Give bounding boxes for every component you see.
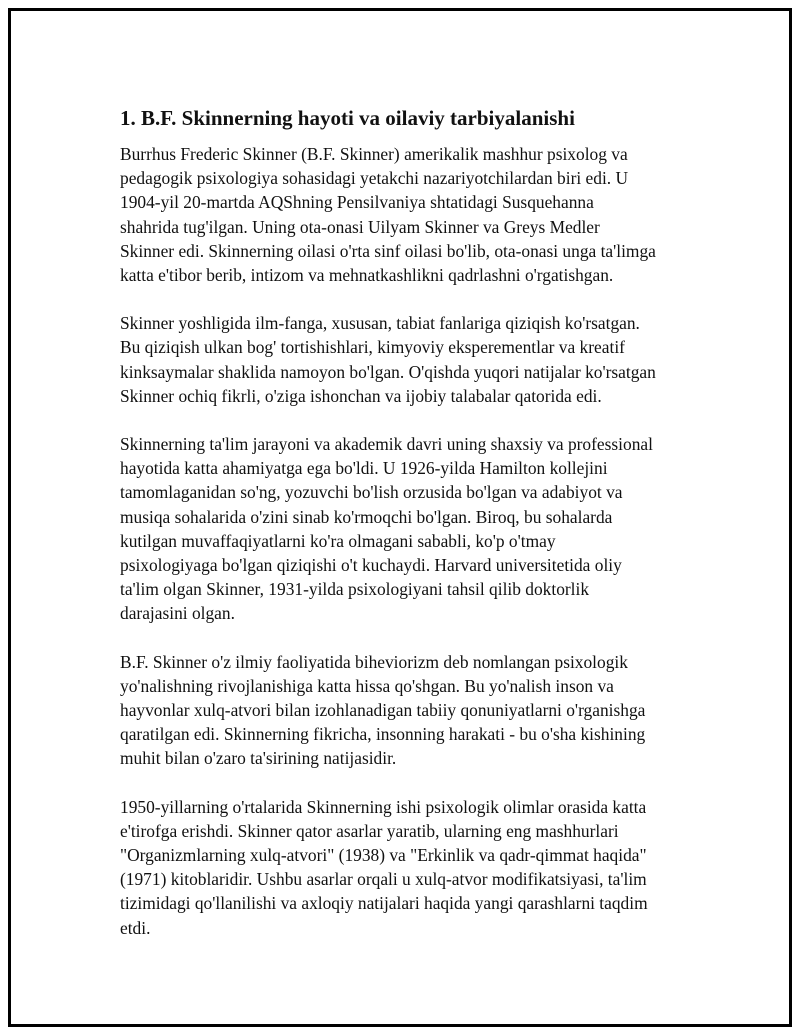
- text-line: "Organizmlarning xulq-atvori" (1938) va "Erkinlik va qadr-qimmat haqida": [120, 845, 647, 866]
- text-line: Skinner ochiq fikrli, o'ziga ishonchan va ijobiy talabalar qatorida edi.: [120, 385, 602, 406]
- text-line: qaratilgan edi. Skinnerning fikricha, insonning harakati - bu o'sha kishining: [120, 724, 646, 745]
- text-line: tamomlaganidan so'ng, yozuvchi bo'lish orzusida bo'lgan va adabiyot va: [120, 482, 623, 503]
- text-line: Bu qiziqish ulkan bog' tortishishlari, kimyoviy eksperementlar va kreatif: [120, 337, 625, 358]
- text-line: musiqa sohalarida o'zini sinab ko'rmoqchi bo'lgan. Biroq, bu sohalarda: [120, 506, 613, 527]
- text-line: etdi.: [120, 917, 151, 938]
- page-title: 1. B.F. Skinnerning hayoti va oilaviy tarbiyalanishi: [120, 106, 575, 130]
- page-frame: [8, 8, 792, 1027]
- text-line: Skinnerning ta'lim jarayoni va akademik davri uning shaxsiy va professional: [120, 434, 653, 455]
- paragraph-5: [120, 795, 705, 940]
- text-line: psixologiyaga bo'lgan qiziqishi o't kuchaydi. Harvard universitetida oliy: [120, 555, 622, 576]
- text-line: pedagogik psixologiya sohasidagi yetakchi nazariyotchilardan biri edi. U: [120, 168, 629, 189]
- paragraph-4: [120, 650, 705, 771]
- paragraph-1: [120, 142, 705, 287]
- text-line: (1971) kitoblaridir. Ushbu asarlar orqali u xulq-atvor modifikatsiyasi, ta'lim: [120, 869, 647, 890]
- text-line: 1904-yil 20-martda AQShning Pensilvaniya shtatidagi Susquehanna: [120, 192, 594, 213]
- text-line: darajasini olgan.: [120, 603, 235, 624]
- text-line: yo'nalishning rivojlanishiga katta hissa qo'shgan. Bu yo'nalish inson va: [120, 675, 614, 696]
- text-line: Burrhus Frederic Skinner (B.F. Skinner) amerikalik mashhur psixolog va: [120, 144, 628, 164]
- text-line: 1950-yillarning o'rtalarida Skinnerning ishi psixologik olimlar orasida katta: [120, 796, 647, 817]
- text-line: hayotida katta ahamiyatga ega bo'ldi. U 1926-yilda Hamilton kollejini: [120, 458, 608, 479]
- text-line: ta'lim olgan Skinner, 1931-yilda psixologiyani tahsil qilib doktorlik: [120, 579, 590, 600]
- text-line: Skinner yoshligida ilm-fanga, xususan, tabiat fanlariga qiziqish ko'rsatgan.: [120, 313, 640, 334]
- paragraph-3: [120, 432, 705, 626]
- text-line: kinksaymalar shaklida namoyon bo'lgan. O'qishda yuqori natijalar ko'rsatgan: [120, 361, 656, 382]
- text-line: katta e'tibor berib, intizom va mehnatkashlikni qadrlashni o'rgatishgan.: [120, 265, 614, 286]
- text-line: B.F. Skinner o'z ilmiy faoliyatida biheviorizm deb nomlangan psixologik: [120, 651, 628, 672]
- text-line: shahrida tug'ilgan. Uning ota-onasi Uilyam Skinner va Greys Medler: [120, 216, 600, 237]
- text-line: e'tirofga erishdi. Skinner qator asarlar yaratib, ularning eng mashhurlari: [120, 820, 619, 841]
- text-line: tizimidagi qo'llanilishi va axloqiy natijalari haqida yangi qarashlarni taqdim: [120, 893, 648, 914]
- document-body: [120, 105, 705, 964]
- text-line: muhit bilan o'zaro ta'sirining natijasidir.: [120, 748, 397, 769]
- text-line: Skinner edi. Skinnerning oilasi o'rta sinf oilasi bo'lib, ota-onasi unga ta'limga: [120, 240, 656, 261]
- text-line: kutilgan muvaffaqiyatlarni ko'ra olmagani sababli, ko'p o'tmay: [120, 530, 556, 551]
- paragraph-2: [120, 311, 705, 408]
- text-line: hayvonlar xulq-atvori bilan izohlanadigan tabiiy qonuniyatlarni o'rganishga: [120, 700, 646, 721]
